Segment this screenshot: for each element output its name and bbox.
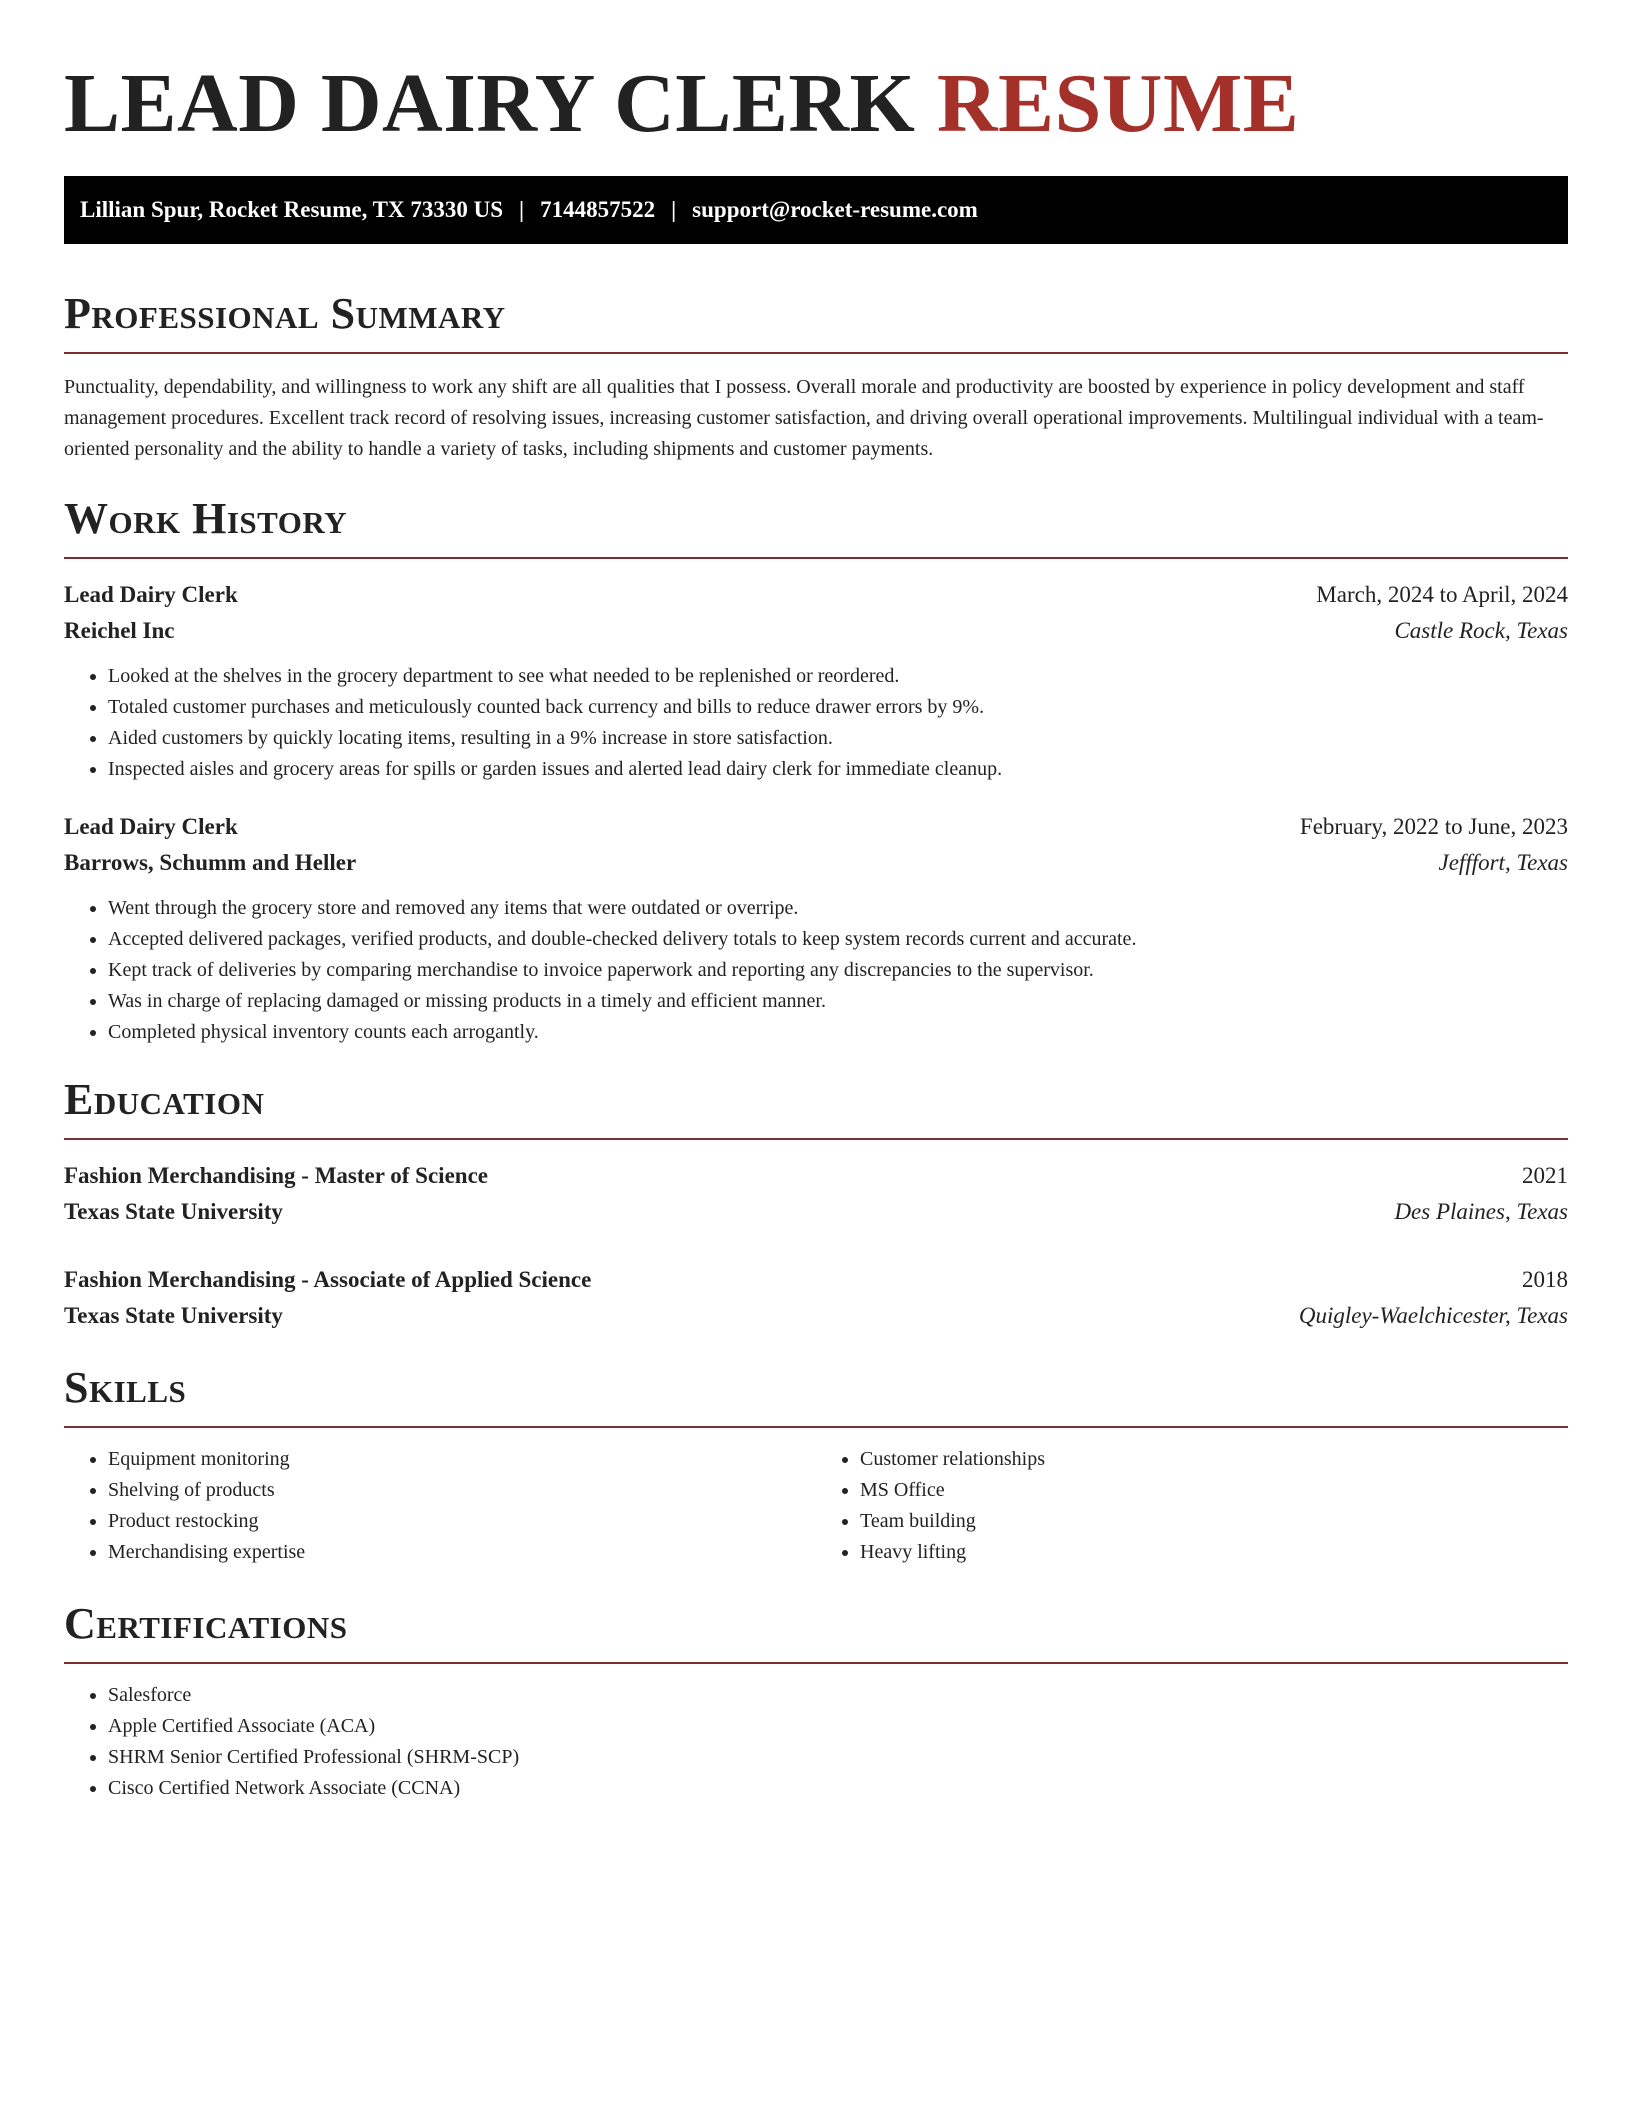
list-item: • Cisco Certified Network Associate (CCNA) (108, 1773, 1568, 1804)
contact-separator: | (519, 197, 525, 222)
education-year: 2021 (1522, 1163, 1568, 1188)
job-company: Barrows, Schumm and Heller (64, 850, 357, 875)
section-heading-certifications: Certifications (64, 1599, 348, 1648)
job-entry (64, 577, 1568, 785)
section-heading-skills: Skills (64, 1363, 187, 1412)
job-title: Lead Dairy Clerk (64, 582, 238, 607)
job-dates: February, 2022 to June, 2023 (1299, 814, 1568, 839)
list-item: • Went through the grocery store and removed any items that were outdated or overripe. (108, 893, 1568, 924)
section-divider (64, 1138, 1568, 1140)
list-item: • Was in charge of replacing damaged or missing products in a timely and efficient manner. (108, 986, 1568, 1017)
skills-grid (64, 1444, 1568, 1568)
title-main: LEAD DAIRY CLERK (64, 57, 916, 150)
list-item: • MS Office (860, 1475, 1568, 1506)
section-heading-summary: Professional Summary (64, 289, 506, 338)
list-item: • Heavy lifting (860, 1537, 1568, 1568)
job-company-row (64, 613, 1568, 649)
list-item: • Accepted delivered packages, verified products, and double-checked delivery totals to keep system records current and accurate. (108, 924, 1568, 955)
contact-phone: 7144857522 (540, 197, 656, 222)
job-title-row (64, 809, 1568, 845)
work-history-section (64, 493, 1568, 1048)
list-item: • Totaled customer purchases and meticulously counted back currency and bills to reduce drawer errors by 9%. (108, 692, 1568, 723)
section-divider (64, 557, 1568, 559)
job-duties-list (64, 661, 1568, 785)
contact-separator: | (671, 197, 677, 222)
list-item: • Apple Certified Associate (ACA) (108, 1711, 1568, 1742)
job-dates: March, 2024 to April, 2024 (1316, 582, 1568, 607)
education-school-row (64, 1194, 1568, 1230)
education-school: Texas State University (64, 1199, 283, 1224)
education-school-row (64, 1298, 1568, 1334)
education-degree-row (64, 1158, 1568, 1194)
certifications-list (64, 1680, 1568, 1804)
contact-address: Lillian Spur, Rocket Resume, TX 73330 US (80, 197, 504, 222)
section-heading-education: Education (64, 1075, 265, 1124)
job-location: Castle Rock, Texas (1394, 618, 1568, 643)
list-item: • Kept track of deliveries by comparing merchandise to invoice paperwork and reporting any discrepancies to the supervisor. (108, 955, 1568, 986)
list-item: • Team building (860, 1506, 1568, 1537)
job-company: Reichel Inc (64, 618, 175, 643)
title-accent: RESUME (936, 57, 1300, 150)
education-year: 2018 (1522, 1267, 1568, 1292)
education-section (64, 1074, 1568, 1334)
job-duties-list (64, 893, 1568, 1048)
job-company-row (64, 845, 1568, 881)
section-divider (64, 1426, 1568, 1428)
education-entry (64, 1262, 1568, 1334)
resume-title (64, 56, 1568, 152)
section-heading-work-history: Work History (64, 494, 348, 543)
list-item: • SHRM Senior Certified Professional (SHRM-SCP) (108, 1742, 1568, 1773)
list-item: • Aided customers by quickly locating items, resulting in a 9% increase in store satisfaction. (108, 723, 1568, 754)
skills-section (64, 1362, 1568, 1568)
education-location: Des Plaines, Texas (1394, 1199, 1568, 1224)
list-item: • Inspected aisles and grocery areas for spills or garden issues and alerted lead dairy clerk for immediate cleanup. (108, 754, 1568, 785)
job-title: Lead Dairy Clerk (64, 814, 238, 839)
list-item: • Looked at the shelves in the grocery department to see what needed to be replenished or reordered. (108, 661, 1568, 692)
list-item: • Equipment monitoring (108, 1444, 816, 1475)
education-degree: Fashion Merchandising - Associate of Applied Science (64, 1267, 592, 1292)
list-item: • Completed physical inventory counts each arrogantly. (108, 1017, 1568, 1048)
job-entry (64, 809, 1568, 1048)
education-school: Texas State University (64, 1303, 283, 1328)
certifications-section (64, 1598, 1568, 1804)
education-degree-row (64, 1262, 1568, 1298)
section-divider (64, 1662, 1568, 1664)
education-entry (64, 1158, 1568, 1230)
section-divider (64, 352, 1568, 354)
list-item: • Merchandising expertise (108, 1537, 816, 1568)
list-item: • Customer relationships (860, 1444, 1568, 1475)
job-location: Jefffort, Texas (1438, 850, 1568, 875)
job-title-row (64, 577, 1568, 613)
education-location: Quigley-Waelchicester, Texas (1298, 1303, 1568, 1328)
list-item: • Salesforce (108, 1680, 1568, 1711)
contact-email: support@rocket-resume.com (692, 197, 978, 222)
skills-list-left (64, 1444, 816, 1568)
summary-text: Punctuality, dependability, and willingness to work any shift are all qualities that I possess. Overall morale and productivity are boosted by experience in policy development and staff management procedures. Excellent track record of resolving issues, increasing customer satisfaction, and driving overall operational improvements. Multilingual individual with a team-oriented personality and the ability to handle a variety of tasks, including shipments and customer payments. (64, 376, 1544, 460)
list-item: • Shelving of products (108, 1475, 816, 1506)
skills-list-right (816, 1444, 1568, 1568)
contact-bar (64, 176, 1568, 244)
list-item: • Product restocking (108, 1506, 816, 1537)
summary-section (64, 288, 1568, 465)
education-degree: Fashion Merchandising - Master of Science (64, 1163, 488, 1188)
